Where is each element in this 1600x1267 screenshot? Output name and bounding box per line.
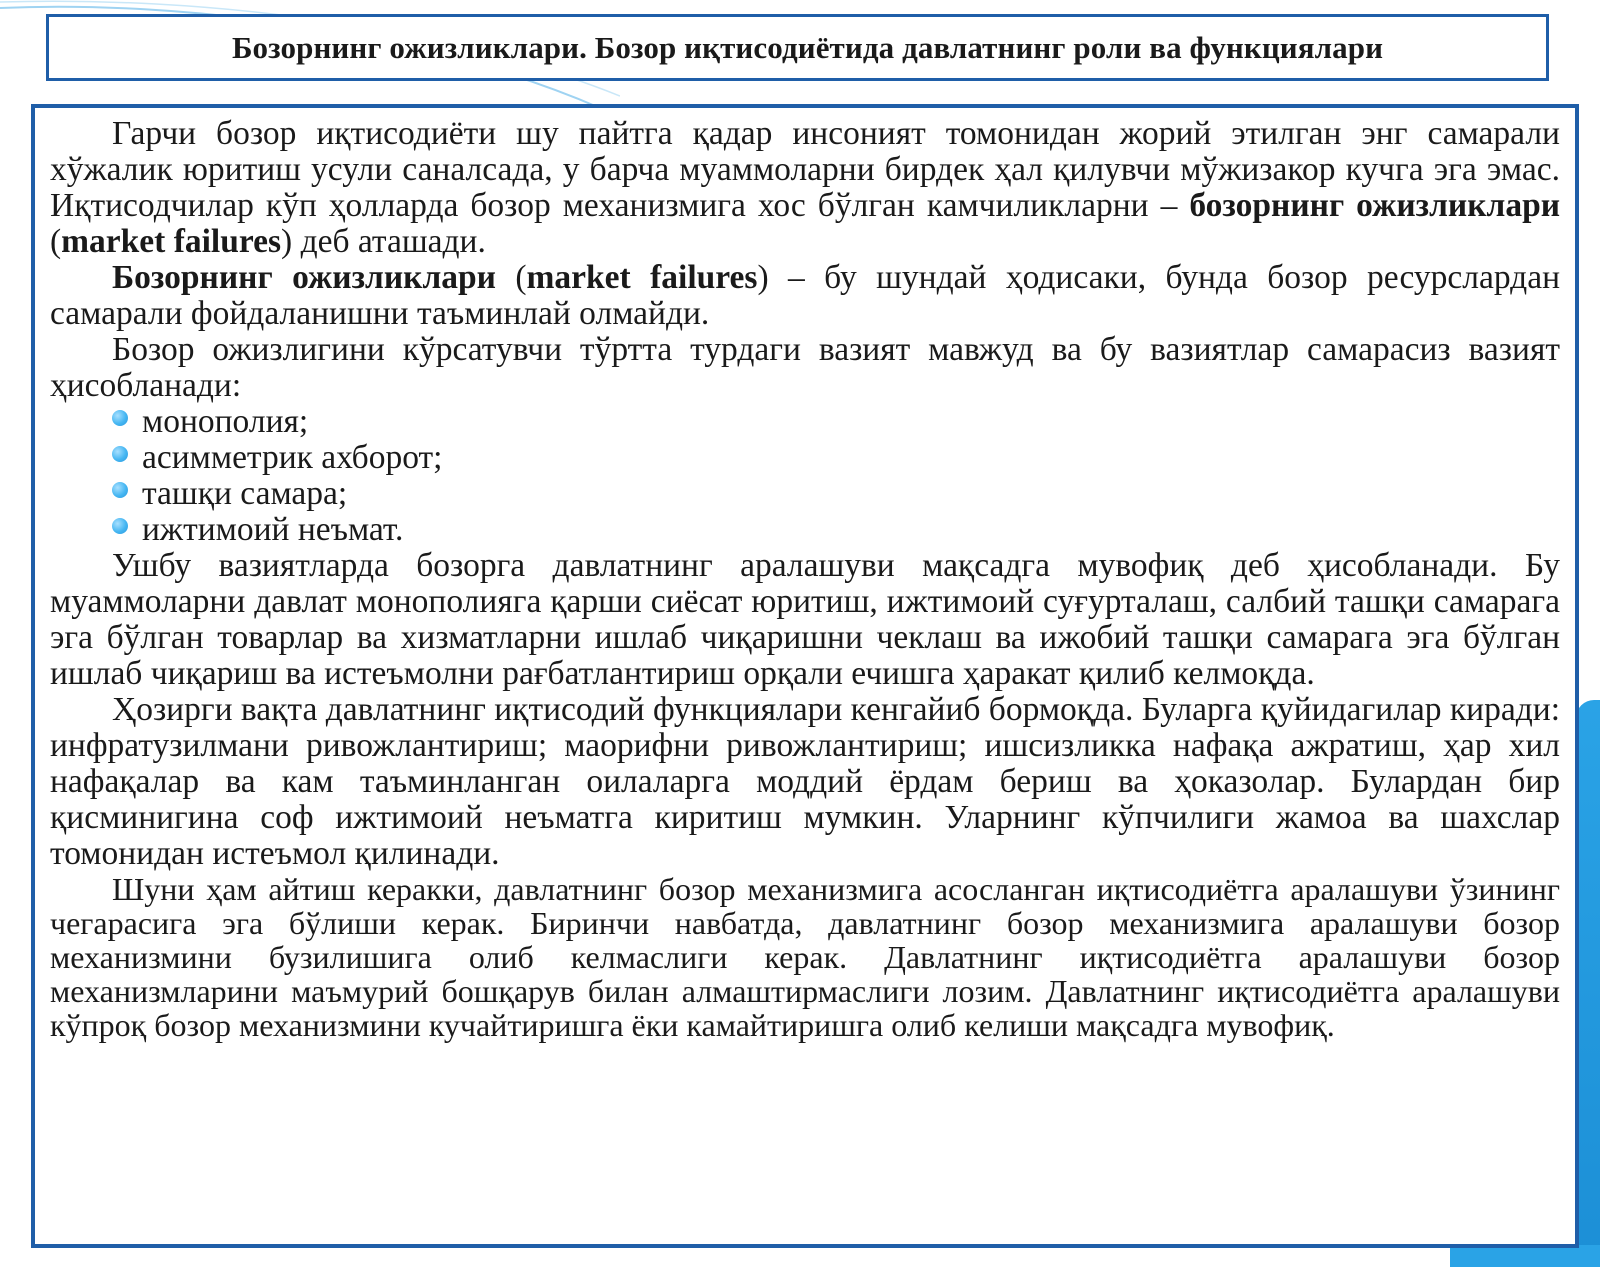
- bullet-icon: [112, 410, 128, 426]
- bullet-icon: [112, 518, 128, 534]
- page-title: Бозорнинг ожизликлари. Бозор иқтисодиётида давлатнинг роли ва функциялари: [231, 29, 1384, 65]
- term-market-weaknesses: бозорнинг ожизликлари: [1189, 187, 1560, 224]
- paragraph-1-mid: (: [50, 223, 62, 260]
- definition-term: Бозорнинг ожизликлари: [112, 259, 496, 296]
- term-market-failures: market failures: [61, 223, 282, 260]
- list-item-text: ижтимоий неъмат.: [142, 511, 404, 548]
- title-frame: [46, 14, 1549, 81]
- paragraph-5: Ҳозирги вақта давлатнинг иқтисодий функциялари кенгайиб бормоқда. Буларга қуйидагилар киради: инфратузилмани ривожлантириш; маорифни ривожлантириш; ишсизликка нафақа ажратиш, ҳар хил нафақалар ва кам таъминланган оилаларга моддий ёрдам бериш ва ҳоказолар. Булардан бир қисминигина соф ижтимоий неъматга киритиш мумкин. Уларнинг кўпчилиги жамоа ва шахслар томонидан истеъмол қилинади.: [50, 691, 1561, 872]
- paragraph-1: [50, 116, 1560, 260]
- market-failure-list: [50, 404, 1560, 548]
- list-item: [112, 404, 1560, 440]
- paragraph-4: Ушбу вазиятларда бозорга давлатнинг аралашуви мақсадга мувофиқ деб ҳисобланади. Бу муаммоларни давлат монополияга қарши сиёсат юритиш, ижтимоий суғурталаш, салбий ташқи самарага эга бўлган товарлар ва хизматларни ишлаб чиқаришни чеклаш ва ижобий ташқи самарага эга бўлган ишлаб чиқариш ва истеъмолни рағбатлантириш орқали ечишга ҳаракат қилиб келмоқда.: [50, 547, 1560, 692]
- bullet-icon: [112, 482, 128, 498]
- paragraph-3: Бозор ожизлигини кўрсатувчи тўртта турдаги вазият мавжуд ва бу вазиятлар самарасиз вазият ҳисобланади:: [50, 331, 1560, 404]
- list-item-text: асимметрик ахборот;: [142, 439, 443, 476]
- paragraph-2-tail: ) – бу шундай ҳодисаки, бунда бозор ресурслардан самарали фойдаланишни таъминлай олмайди.: [50, 259, 1560, 332]
- content-frame: [31, 104, 1579, 1248]
- paragraph-1-text: Гарчи бозор иқтисодиёти шу пайтга қадар инсоният томонидан жорий этилган энг самарали хўжалик юритиш усули саналсада, у барча муаммоларни бирдек ҳал қилувчи мўжизакор кучга эга эмас. Иқтисодчилар кўп ҳолларда бозор механизмига хос бўлган камчиликларни –: [50, 115, 1560, 224]
- paragraph-6: Шуни ҳам айтиш керакки, давлатнинг бозор механизмига асосланган иқтисодиётга аралашуви ўзининг чегарасига эга бўлиши керак. Биринчи навбатда, давлатнинг бозор механизмига аралашуви бозор механизмини бузилишига олиб келмаслиги керак. Давлатнинг иқтисодиётга аралашуви бозор механизмларини маъмурий бошқарув билан алмаштирмаслиги лозим. Давлатнинг иқтисодиётга аралашуви кўпроқ бозор механизмини кучайтиришга ёки камайтиришга олиб келиши мақсадга мувофиқ.: [50, 871, 1560, 1043]
- paragraph-2-mid: (: [495, 259, 527, 296]
- bullet-icon: [112, 446, 128, 462]
- definition-term-en: market failures: [526, 259, 758, 296]
- list-item: [112, 512, 1560, 548]
- list-item: [112, 440, 1560, 476]
- list-item: [112, 476, 1560, 512]
- decorative-side-bar: [1576, 700, 1600, 1267]
- list-item-text: монополия;: [142, 403, 309, 440]
- list-item-text: ташқи самара;: [142, 475, 348, 512]
- paragraph-2: [50, 260, 1560, 332]
- paragraph-1-tail: ) деб аташади.: [281, 223, 486, 260]
- decorative-bottom-bar: [1450, 1245, 1600, 1267]
